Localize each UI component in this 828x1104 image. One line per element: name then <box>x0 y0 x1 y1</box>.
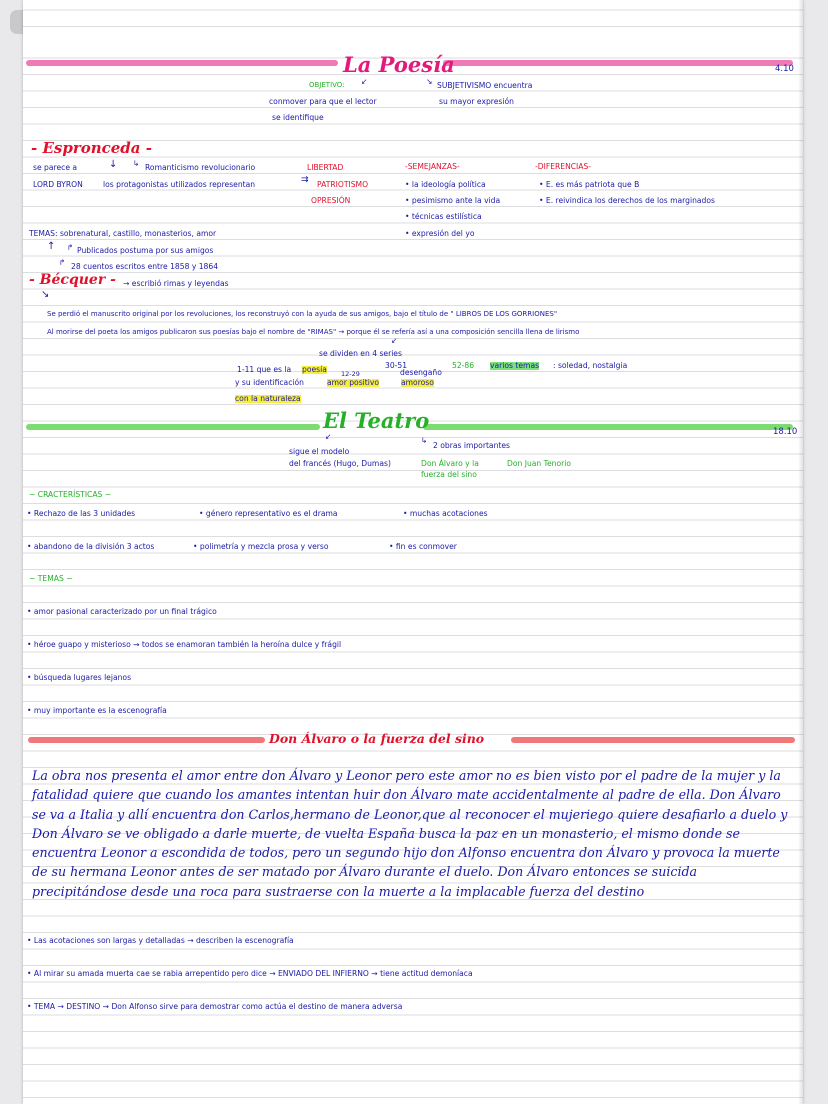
alvaro-title-bar-left <box>28 737 265 743</box>
romanticismo-text: Romanticismo revolucionario <box>145 163 256 172</box>
protagonistas-text: los protagonistas utilizados representan <box>103 180 256 189</box>
teatro-title: El Teatro <box>323 408 430 433</box>
becquer-title: - Bécquer - <box>29 272 116 288</box>
subjetivismo-text: SUBJETIVISMO encuentra <box>437 81 533 90</box>
serie-4-varios-temas: varios temas <box>490 361 540 370</box>
semejanza-item: • la ideología política <box>405 180 486 189</box>
caracteristica-item: • abandono de la división 3 actos <box>27 542 155 551</box>
caracteristica-item: • polimetría y mezcla prosa y verso <box>193 542 329 551</box>
up-arrow: ↑ <box>47 241 56 252</box>
publicados-arrow: ↱ <box>67 243 74 252</box>
espronceda-temas: TEMAS: sobrenatural, castillo, monasterios, amor <box>29 229 217 238</box>
espronceda-title: - Espronceda - <box>31 139 152 157</box>
libertad-text: LIBERTAD <box>307 163 344 172</box>
cuentos-text: 28 cuentos escritos entre 1858 y 1864 <box>71 262 219 271</box>
opresion-text: OPRESIÓN <box>311 196 351 205</box>
caracteristica-item: • género representativo es el drama <box>199 509 338 518</box>
caracteristica-item: • Rechazo de las 3 unidades <box>27 509 136 518</box>
tema-item: • muy importante es la escenografía <box>27 706 167 715</box>
objetivo-label: OBJETIVO: <box>309 81 345 89</box>
serie-2-amor-positivo: amor positivo <box>327 378 379 387</box>
serie-4-range: 52-86 <box>452 361 475 370</box>
serie-2-range: 12-29 <box>341 370 360 378</box>
series-arrow: ↙ <box>391 336 398 345</box>
note-page[interactable] <box>23 0 803 1104</box>
obras-arrow: ↳ <box>421 436 428 445</box>
escribio-text: → escribió rimas y leyendas <box>123 279 229 288</box>
al-morirse-text: Al morirse del poeta los amigos publicaron sus poesías bajo el nombre de "RIMAS" → porque él se refería así a una composición sencilla llena de lirismo <box>47 328 580 336</box>
serie-1-range: 1-11 que es la <box>237 365 292 374</box>
don-juan-obra: Don Juan Tenorio <box>507 459 572 468</box>
objetivo-arrow: ↙ <box>361 77 368 86</box>
semejanza-item: • expresión del yo <box>405 229 475 238</box>
don-alvaro-title: Don Álvaro o la fuerza del sino <box>269 731 485 746</box>
tema-item: • héroe guapo y misterioso ⇝ todos se enamoran también la heroína dulce y frágil <box>27 640 342 649</box>
don-alvaro-obra: Don Álvaro y la <box>421 459 479 468</box>
serie-1-naturaleza: con la naturaleza <box>235 394 301 403</box>
fuerza-sino-obra: fuerza del sino <box>421 470 477 479</box>
don-alvaro-paragraph: La obra nos presenta el amor entre don Álvaro y Leonor pero este amor no es bien visto por el padre de la mujer y la fatalidad quiere que cuando los amantes intentan huir don Álvaro mate accidentalmente al padre de ella. Don Álvaro se va a Italia y allí encuentra don Carlos,hermano de Leonor,que al reconocer el mujeriego quiere desafiarlo a duelo y Don Álvaro se ve obligado a darle muerte, de vuelta España busca la paz en un monasterio, el mismo donde se encuentra Leonor a escondida de todos, pero un segundo hijo don Alfonso encuentra don Álvaro y provoca la muerte de su hermana Leonor antes de ser matado por Álvaro durante el duelo. Don Álvaro entonces se suicida precipitándose desde una roca para sustraerse con la muerte a la implacable fuerza del destino <box>32 768 788 899</box>
poesia-title-bar-left <box>26 60 338 66</box>
patriotismo-text: PATRIOTISMO <box>317 180 369 189</box>
sigue-arrow: ↙ <box>325 432 332 441</box>
alvaro-note: • TEMA → DESTINO ⇝ Don Alfonso sirve para demostrar como actúa el destino de manera adversa <box>27 1002 403 1011</box>
serie-3-amoroso: amoroso <box>401 378 434 387</box>
serie-1-poesia: poesía <box>302 365 327 374</box>
curve-arrow: ↘ <box>41 289 50 300</box>
semejanza-item: • técnicas estilística <box>405 212 482 221</box>
down-arrow: ↓ <box>109 159 118 170</box>
publicados-text: Publicados postuma por sus amigos <box>77 246 214 255</box>
poesia-title: La Poesía <box>343 52 455 77</box>
caracteristicas-title: ~ CRACTERÍSTICAS ~ <box>29 490 112 499</box>
diferencia-item: • E. reivindica los derechos de los marginados <box>539 196 715 205</box>
teatro-title-bar-right <box>423 424 793 430</box>
tema-item: • amor pasional caracterizado por un final trágico <box>27 607 217 616</box>
romanticismo-arrow: ↳ <box>133 159 140 168</box>
modelo-frances-text: del francés (Hugo, Dumas) <box>289 459 391 468</box>
tema-item: • búsqueda lugares lejanos <box>27 673 132 682</box>
identifique-text: se identifique <box>272 113 324 122</box>
cuentos-arrow: ↱ <box>59 258 66 267</box>
page-edge-shadow <box>798 0 803 1104</box>
semejanza-item: • pesimismo ante la vida <box>405 196 501 205</box>
serie-4-soledad: : soledad, nostalgia <box>553 361 628 370</box>
lord-byron-text: LORD BYRON <box>33 180 83 189</box>
alvaro-note: • Al mirar su amada muerta cae se rabia arrepentido pero dice → ENVIADO DEL INFIERNO ⇝ tiene actitud demoníaca <box>27 969 473 978</box>
sigue-modelo-text: sigue el modelo <box>289 447 350 456</box>
poesia-title-bar-right <box>443 60 793 66</box>
diferencia-item: • E. es más patriota que B <box>539 180 640 189</box>
teatro-date: 18.10 <box>773 427 798 437</box>
manuscrito-text: Se perdió el manuscrito original por los revoluciones, los reconstruyó con la ayuda de sus amigos, bajo el título de " LIBROS DE LOS GORRIONES" <box>47 310 558 318</box>
alvaro-note: • Las acotaciones son largas y detalladas → describen la escenografía <box>27 936 294 945</box>
patriotismo-arrow: ⇉ <box>301 175 309 185</box>
caracteristica-item: • muchas acotaciones <box>403 509 488 518</box>
serie-3-desengano: desengaño <box>400 368 442 377</box>
poesia-date: 4.10 <box>775 64 794 74</box>
teatro-title-bar-left <box>26 424 320 430</box>
conmover-text: conmover para que el lector <box>269 97 377 106</box>
series-text: se dividen en 4 series <box>319 349 402 358</box>
se-parece-text: se parece a <box>33 163 78 172</box>
semejanzas-title: -SEMEJANZAS- <box>405 162 460 171</box>
temas-title: ~ TEMAS ~ <box>29 574 73 583</box>
serie-1-identificacion: y su identificación <box>235 378 304 387</box>
diferencias-title: -DIFERENCIAS- <box>535 162 592 171</box>
dos-obras-text: 2 obras importantes <box>433 441 511 450</box>
caracteristica-item: • fin es conmover <box>389 542 457 551</box>
subjetivismo-arrow: ↘ <box>426 77 433 86</box>
serie-3-range: 30-51 <box>385 361 408 370</box>
mayor-expresion-text: su mayor expresión <box>439 97 514 106</box>
alvaro-title-bar-right <box>511 737 795 743</box>
